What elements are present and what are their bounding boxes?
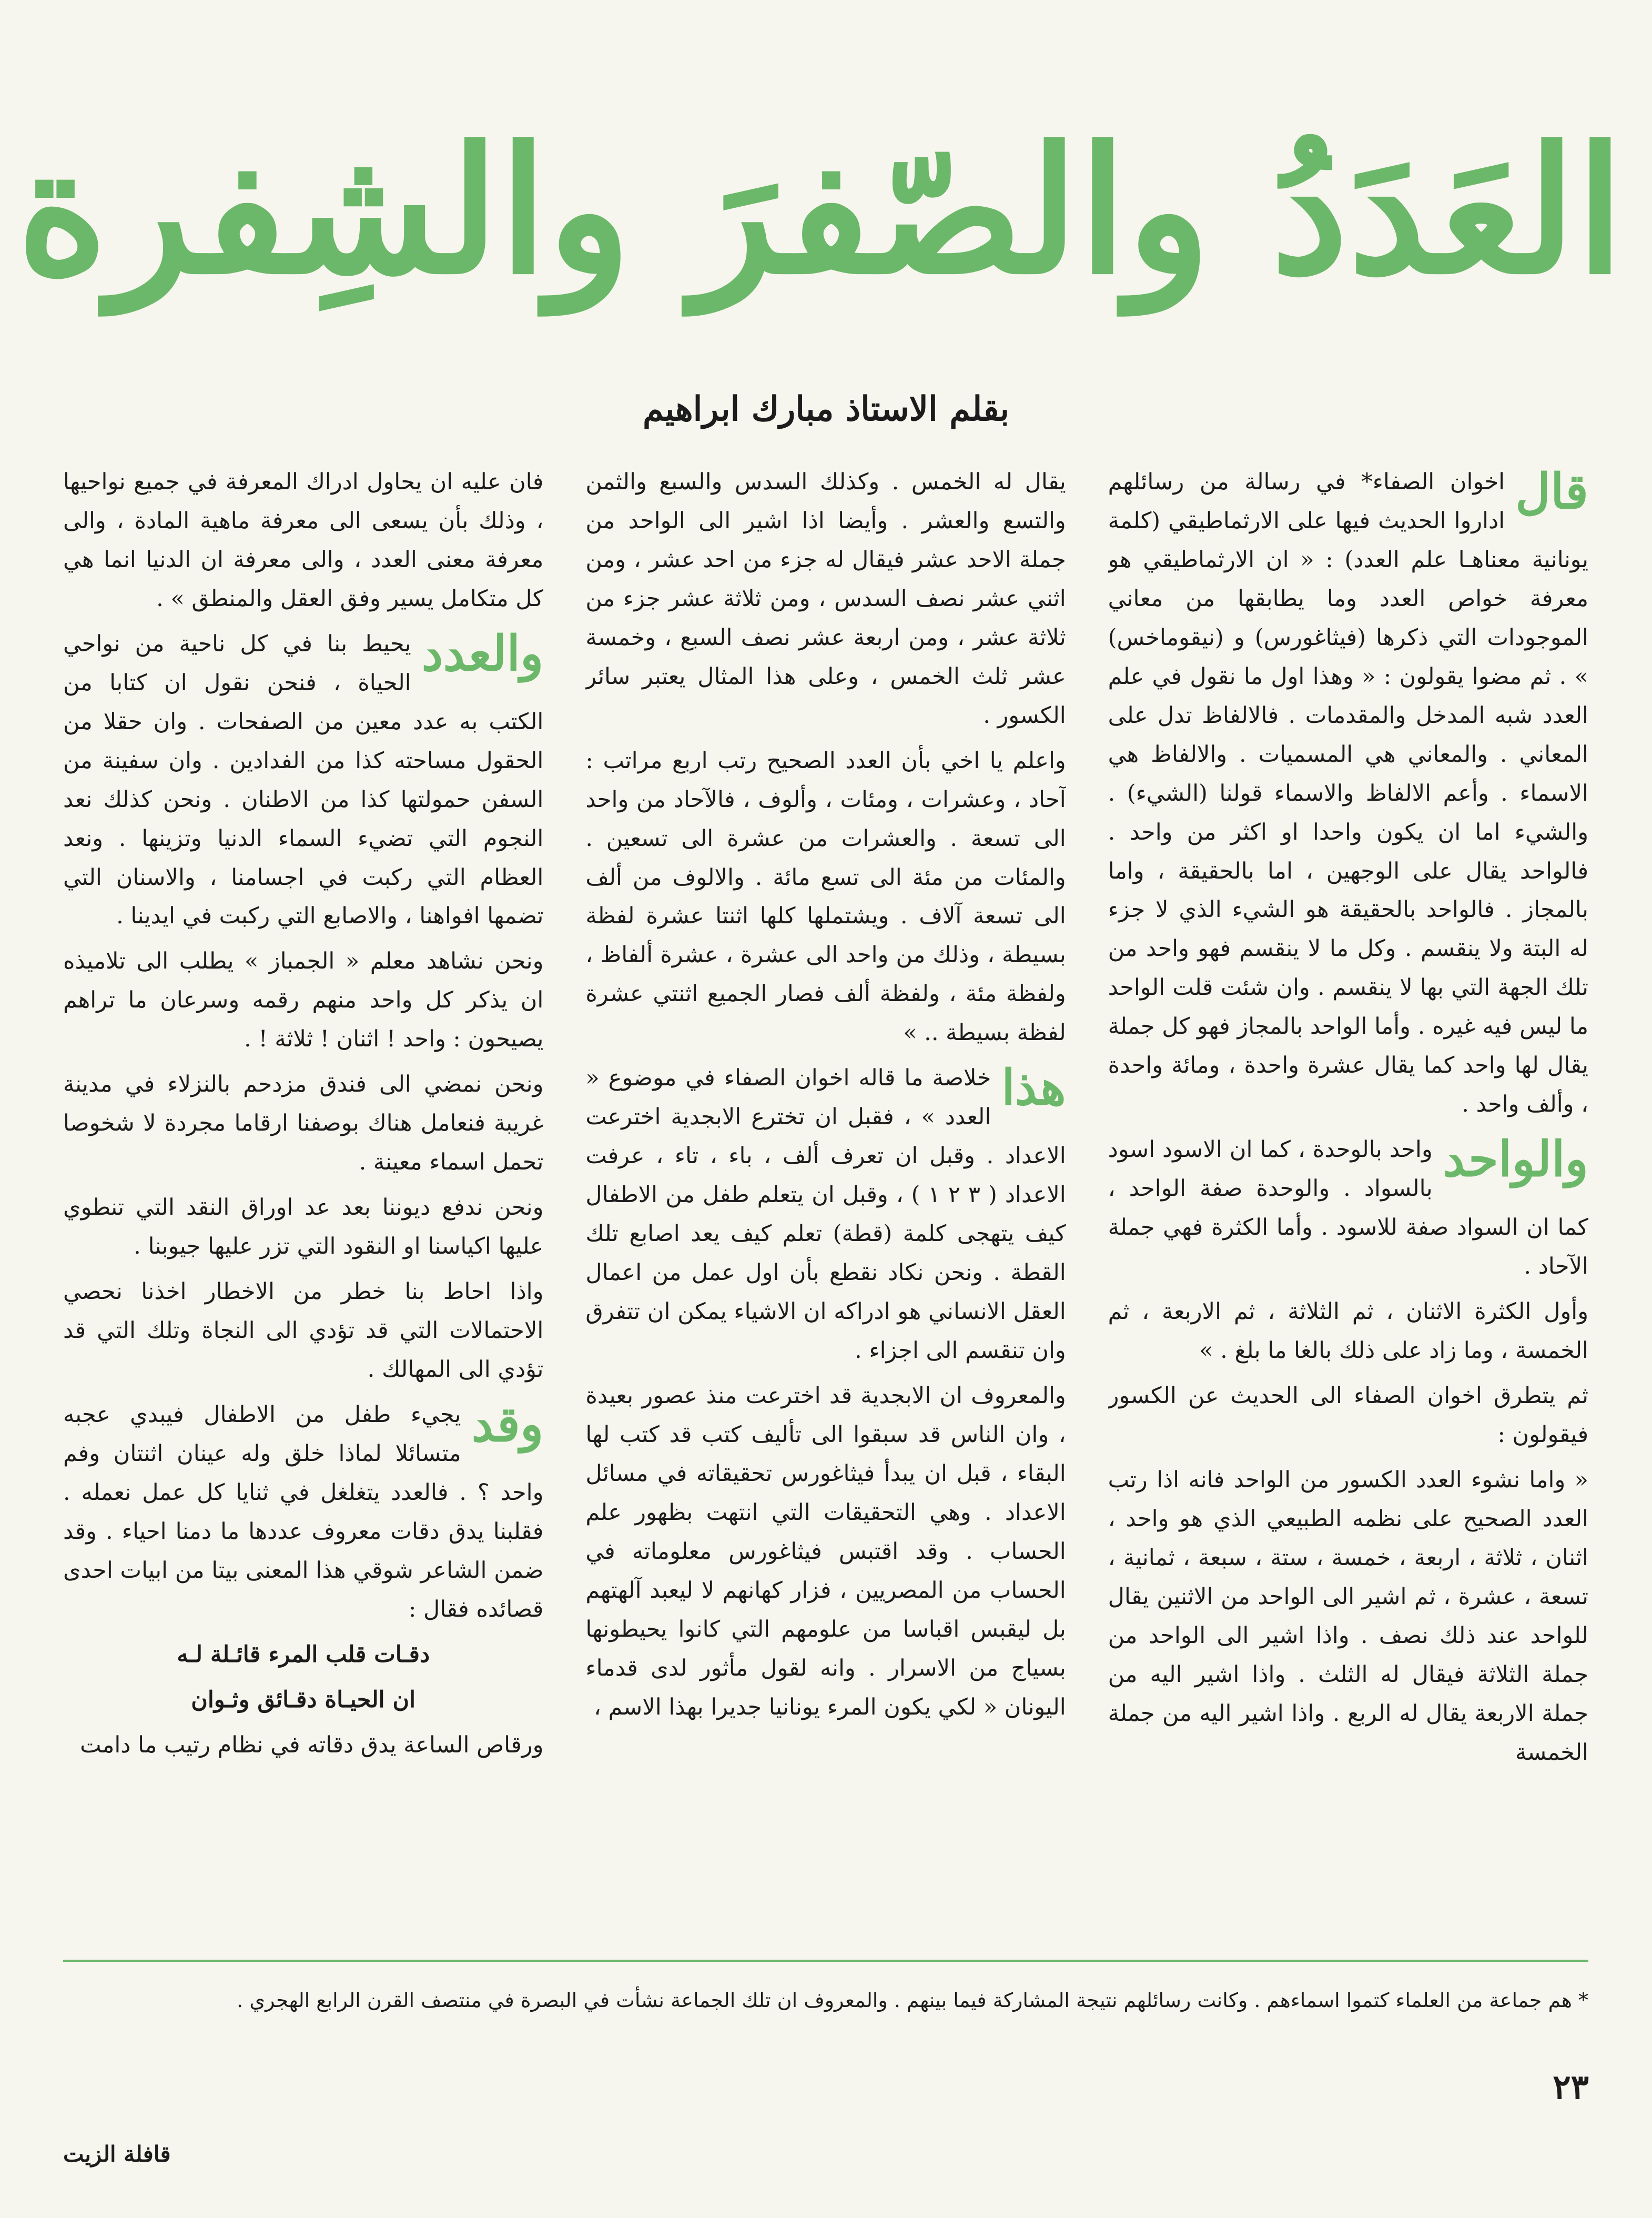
column-3 xyxy=(63,463,543,1936)
paragraph-text: واحد بالوحدة ، كما ان الاسود اسود بالسواد . والوحدة صفة الواحد ، كما ان السواد صفة للاسود . وأما الكثرة فهي جملة الآحاد . xyxy=(1108,1136,1588,1280)
paragraph: ونحن نشاهد معلم « الجمباز » يطلب الى تلاميذه ان يذكر كل واحد منهم رقمه وسرعان ما تراهم يصيحون : واحد ! اثنان ! ثلاثة ! . xyxy=(63,948,544,1053)
lead-word: والعدد xyxy=(421,624,544,682)
footnote: * هم جماعة من العلماء كتموا اسماءهم . وكانت رسائلهم نتيجة المشاركة فيما بينهم . والمعروف ان تلك الجماعة نشأت في البصرة في منتصف القرن الرابع الهجري . xyxy=(237,1989,1588,2012)
paragraph: والمعروف ان الابجدية قد اخترعت منذ عصور بعيدة ، وان الناس قد سبقوا الى تأليف كتب قد كتب لها البقاء ، قبل ان يبدأ فيثاغورس تحقيقاته في مسائل الاعداد . وهي التحقيقات التي انتهت بظهور علم الحساب . وقد اقتبس فيثاغورس معلوماته في الحساب من المصريين ، فزار كهانهم لا ليعبد آلهتهم بل ليقبس اقباسا من علومهم التي كانوا يحيطونها بسياج من الاسرار . وانه لقول مأثور لدى قدماء اليونان « لكي يكون المرء يونانيا جديرا بهذا الاسم ، xyxy=(585,1382,1066,1720)
paragraph: ورقاص الساعة يدق دقاته في نظام رتيب ما دامت xyxy=(80,1731,544,1758)
paragraph xyxy=(63,1396,543,1629)
article-byline: بقلم الاستاذ مبارك ابراهيم xyxy=(642,389,1010,429)
paragraph-text: يحيط بنا في كل ناحية من نواحي الحياة ، فنحن نقول ان كتابا من الكتب به عدد معين من الصفحات . وان حقلا من الحقول مساحته كذا من الفدادين . وان سفينة من السفن حمولتها كذا من الاطنان . ونحن كذلك نعد النجوم التي تضيء السماء الدنيا وتزينها . ونعد العظام التي ركبت في اجسامنا ، والاسنان التي تضمها افواهنا ، والاصابع التي ركبت في ايدينا . xyxy=(63,630,544,930)
poem-verse: ان الحيـاة دقـائق وثـوان xyxy=(191,1686,416,1713)
paragraph: يقال له الخمس . وكذلك السدس والسبع والثمن والتسع والعشر . وأيضا اذا اشير الى الواحد من جملة الاحد عشر فيقال له جزء من احد عشر ، ومن اثني عشر نصف السدس ، ومن ثلاثة عشر جزء من ثلاثة عشر ، ومن اربعة عشر نصف السبع ، وخمسة عشر ثلث الخمس ، وعلى هذا المثال يعتبر سائر الكسور . xyxy=(585,469,1066,729)
paragraph xyxy=(585,1059,1066,1370)
column-1 xyxy=(1108,463,1588,1936)
paragraph-text: خلاصة ما قاله اخوان الصفاء في موضوع « العدد » ، فقبل ان تخترع الابجدية اخترعت الاعداد . وقبل ان تعرف ألف ، باء ، تاء ، عرفت الاعداد ( ٣ ٢ ١ ) ، وقبل ان يتعلم طفل من الاطفال كيف يتهجى كلمة (قطة) تعلم كيف يعد اصابع تلك القطة . ونحن نكاد نقطع بأن اول عمل من اعمال العقل الانساني هو ادراكه ان الاشياء يمكن ان تتفرق وان تنقسم الى اجزاء . xyxy=(585,1065,1066,1364)
magazine-name: قافلة الزيت xyxy=(63,2141,171,2167)
lead-word: والواحد xyxy=(1443,1131,1588,1188)
page-number: ٢٣ xyxy=(1553,2068,1589,2107)
paragraph xyxy=(1108,1131,1588,1286)
paragraph: « واما نشوء العدد الكسور من الواحد فانه اذا رتب العدد الصحيح على نظمه الطبيعي الذي هو واحد ، اثنان ، ثلاثة ، اربعة ، خمسة ، ستة ، سبعة ، ثمانية ، تسعة ، عشرة ، ثم اشير الى الواحد من الاثنين يقال للواحد عند ذلك نصف . واذا اشير الى الواحد من جملة الثلاثة فيقال له الثلث . واذا اشير اليه من جملة الاربعة يقال له الربع . واذا اشير اليه من جملة الخمسة xyxy=(1108,1466,1588,1766)
footnote-divider xyxy=(63,1960,1588,1962)
article-title: العَدَدُ والصّفرَ والشِفرة xyxy=(16,108,1625,312)
article-columns xyxy=(63,463,1588,1936)
paragraph: فان عليه ان يحاول ادراك المعرفة في جميع نواحيها ، وذلك بأن يسعى الى معرفة ماهية المادة ، والى معرفة معنى العدد ، والى معرفة ان الدنيا انما هي كل متكامل يسير وفق العقل والمنطق » . xyxy=(63,469,544,612)
lead-word: قال xyxy=(1515,463,1588,520)
column-2 xyxy=(585,463,1066,1936)
paragraph xyxy=(63,625,543,936)
lead-word: هذا xyxy=(1001,1059,1066,1116)
paragraph: وأول الكثرة الاثنان ، ثم الثلاثة ، ثم الاربعة ، ثم الخمسة ، وما زاد على ذلك بالغا ما بلغ . » xyxy=(1108,1298,1588,1364)
poem-verse: دقـات قلب المرء قائـلة لـه xyxy=(177,1641,430,1668)
paragraph: واذا احاط بنا خطر من الاخطار اخذنا نحصي الاحتمالات التي قد تؤدي الى النجاة وتلك التي قد تؤدي الى المهالك . xyxy=(63,1278,544,1383)
paragraph-text: يجيء طفل من الاطفال فيبدي عجبه متسائلا لماذا خلق وله عينان اثنتان وفم واحد ؟ . فالعدد يتغلغل في ثنايا كل عمل نعمله . فقلبنا يدق دقات معروف عددها ما دمنا احياء . وقد ضمن الشاعر شوقي هذا المعنى بيتا من ابيات احدى قصائده فقال : xyxy=(63,1401,544,1622)
paragraph: ثم يتطرق اخوان الصفاء الى الحديث عن الكسور فيقولون : xyxy=(1108,1382,1588,1448)
lead-word: وقد xyxy=(471,1395,544,1453)
paragraph: واعلم يا اخي بأن العدد الصحيح رتب اربع مراتب : آحاد ، وعشرات ، ومئات ، وألوف ، فالآحاد من واحد الى تسعة . والعشرات من عشرة الى تسعين . والمئات من مئة الى تسع مائة . والالوف من ألف الى تسعة آلاف . ويشتملها كلها اثنتا عشرة لفظة بسيطة ، وذلك من واحد الى عشرة ، عشرة ألفاظ ، ولفظة مئة ، ولفظة ألف فصار الجميع اثنتي عشرة لفظة بسيطة .. » xyxy=(585,747,1066,1046)
paragraph: اخوان الصفاء* في رسالة من رسائلهم اداروا الحديث فيها على الارثماطيقي (كلمة يونانية معناهـا علم العدد) : « ان الارثماطيقي هو معرفة خواص العدد وما يطابقها من معاني الموجودات التي ذكرها (فيثاغورس) و (نيقوماخس) » . ثم مضوا يقولون : « وهذا اول ما نقول في علم العدد شبه المدخل والمقدمات . فالالفاظ تدل على المعاني . والمعاني هي المسميات . والالفاظ هي الاسماء . وأعم الالفاظ والاسماء قولنا (الشيء) . والشيء اما ان يكون واحدا او اكثر من واحد . فالواحد يقال على الوجهين ، اما بالحقيقة ، واما بالمجاز . فالواحد بالحقيقة هو الشيء الذي لا جزء له البتة ولا ينقسم . وكل ما لا ينقسم فهو واحد من تلك الجهة التي بها لا ينقسم . وان شئت قلت الواحد ما ليس فيه غيره . وأما الواحد بالمجاز فهو كل جملة يقال لها واحد كما يقال عشرة واحدة ، ومائة واحدة ، وألف واحد . xyxy=(1108,469,1588,1118)
paragraph: ونحن ندفع ديوننا بعد عد اوراق النقد التي تنطوي عليها اكياسنا او النقود التي تزر عليها جيوبنا . xyxy=(63,1194,544,1260)
paragraph: ونحن نمضي الى فندق مزدحم بالنزلاء في مدينة غريبة فنعامل هناك بوصفنا ارقاما مجردة لا شخوصا تحمل اسماء معينة . xyxy=(63,1071,544,1176)
